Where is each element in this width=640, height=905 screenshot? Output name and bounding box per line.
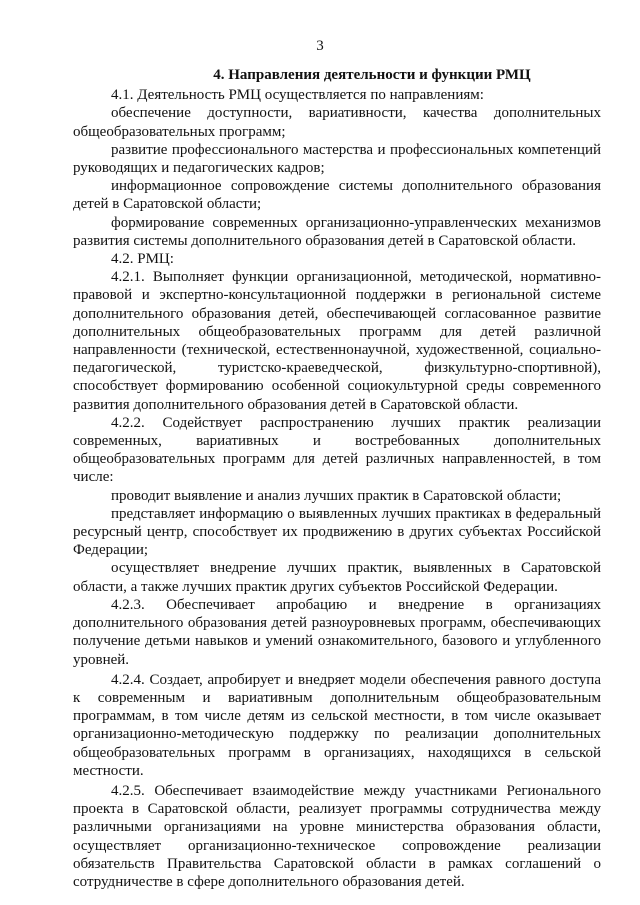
section-heading: 4. Направления деятельности и функции РМЦ — [213, 67, 531, 83]
paragraph-information-support: информационное сопровождение системы дополнительного образования детей в Саратовской области; — [73, 178, 601, 213]
paragraph-4-2-2: 4.2.2. Содействует распространению лучших практик реализации современных, вариативных и востребованных дополнительных общеобразовательных программ для детей различных направленностей, в том числе: — [73, 414, 601, 486]
paragraph-4-2: 4.2. РМЦ: — [111, 251, 174, 268]
paragraph-identifies-practices: проводит выявление и анализ лучших практик в Саратовской области; — [111, 487, 562, 504]
paragraph-4-2-5: 4.2.5. Обеспечивает взаимодействие между участниками Регионального проекта в Саратовской области, реализует программы сотрудничества между различными организациями на уровне министерства образования области, осуществляет организационно-техническое сопровождение реализации обязательств Правительства Саратовской области в рамках соглашений о сотрудничестве в сфере дополнительного образования детей. — [73, 782, 601, 890]
paragraph-implements-practices: осуществляет внедрение лучших практик, выявленных в Саратовской области, а также лучших практик других субъектов Российской Федерации. — [73, 560, 601, 595]
paragraph-professional-development: развитие профессионального мастерства и профессиональных компетенций руководящих и педагогических кадров; — [73, 141, 601, 177]
page-number: 3 — [316, 38, 324, 54]
paragraph-accessibility: обеспечение доступности, вариативности, качества дополнительных общеобразовательных программ; — [73, 105, 601, 140]
paragraph-4-2-1: 4.2.1. Выполняет функции организационной, методической, нормативно-правовой и экспертно-консультационной поддержки в региональной системе дополнительного образования детей, обеспечивающей согласованное развитие дополнительных общеобразовательных программ для детей различной направленности (технической, естественнонаучной, художественной, социально-педагогической, туристско-краеведческой, физкультурно-спортивной), способствует формированию особенной социокультурной среды современного развития дополнительного образования детей в Саратовской области. — [73, 269, 601, 413]
paragraph-4-1: 4.1. Деятельность РМЦ осуществляется по направлениям: — [111, 87, 484, 104]
paragraph-management-mechanisms: формирование современных организационно-управленческих механизмов развития системы дополнительного образования детей в Саратовской области. — [73, 214, 601, 249]
paragraph-presents-information: представляет информацию о выявленных лучших практиках в федеральный ресурсный центр, способствует их продвижению в других субъектах Российской Федерации; — [73, 505, 601, 559]
paragraph-4-2-3: 4.2.3. Обеспечивает апробацию и внедрение в организациях дополнительного образования детей разноуровневых программ, обеспечивающих получение детьми навыков и умений ознакомительного, базового и углубленного уровней. — [73, 596, 601, 668]
paragraph-4-2-4: 4.2.4. Создает, апробирует и внедряет модели обеспечения равного доступа к современным и вариативным дополнительным общеобразовательным программам, в том числе детям из сельской местности, в том числе оказывает организационно-методическую поддержку по реализации дополнительных общеобразовательных программ в организациях, находящихся в сельской местности. — [73, 671, 601, 779]
document-body — [73, 66, 601, 891]
